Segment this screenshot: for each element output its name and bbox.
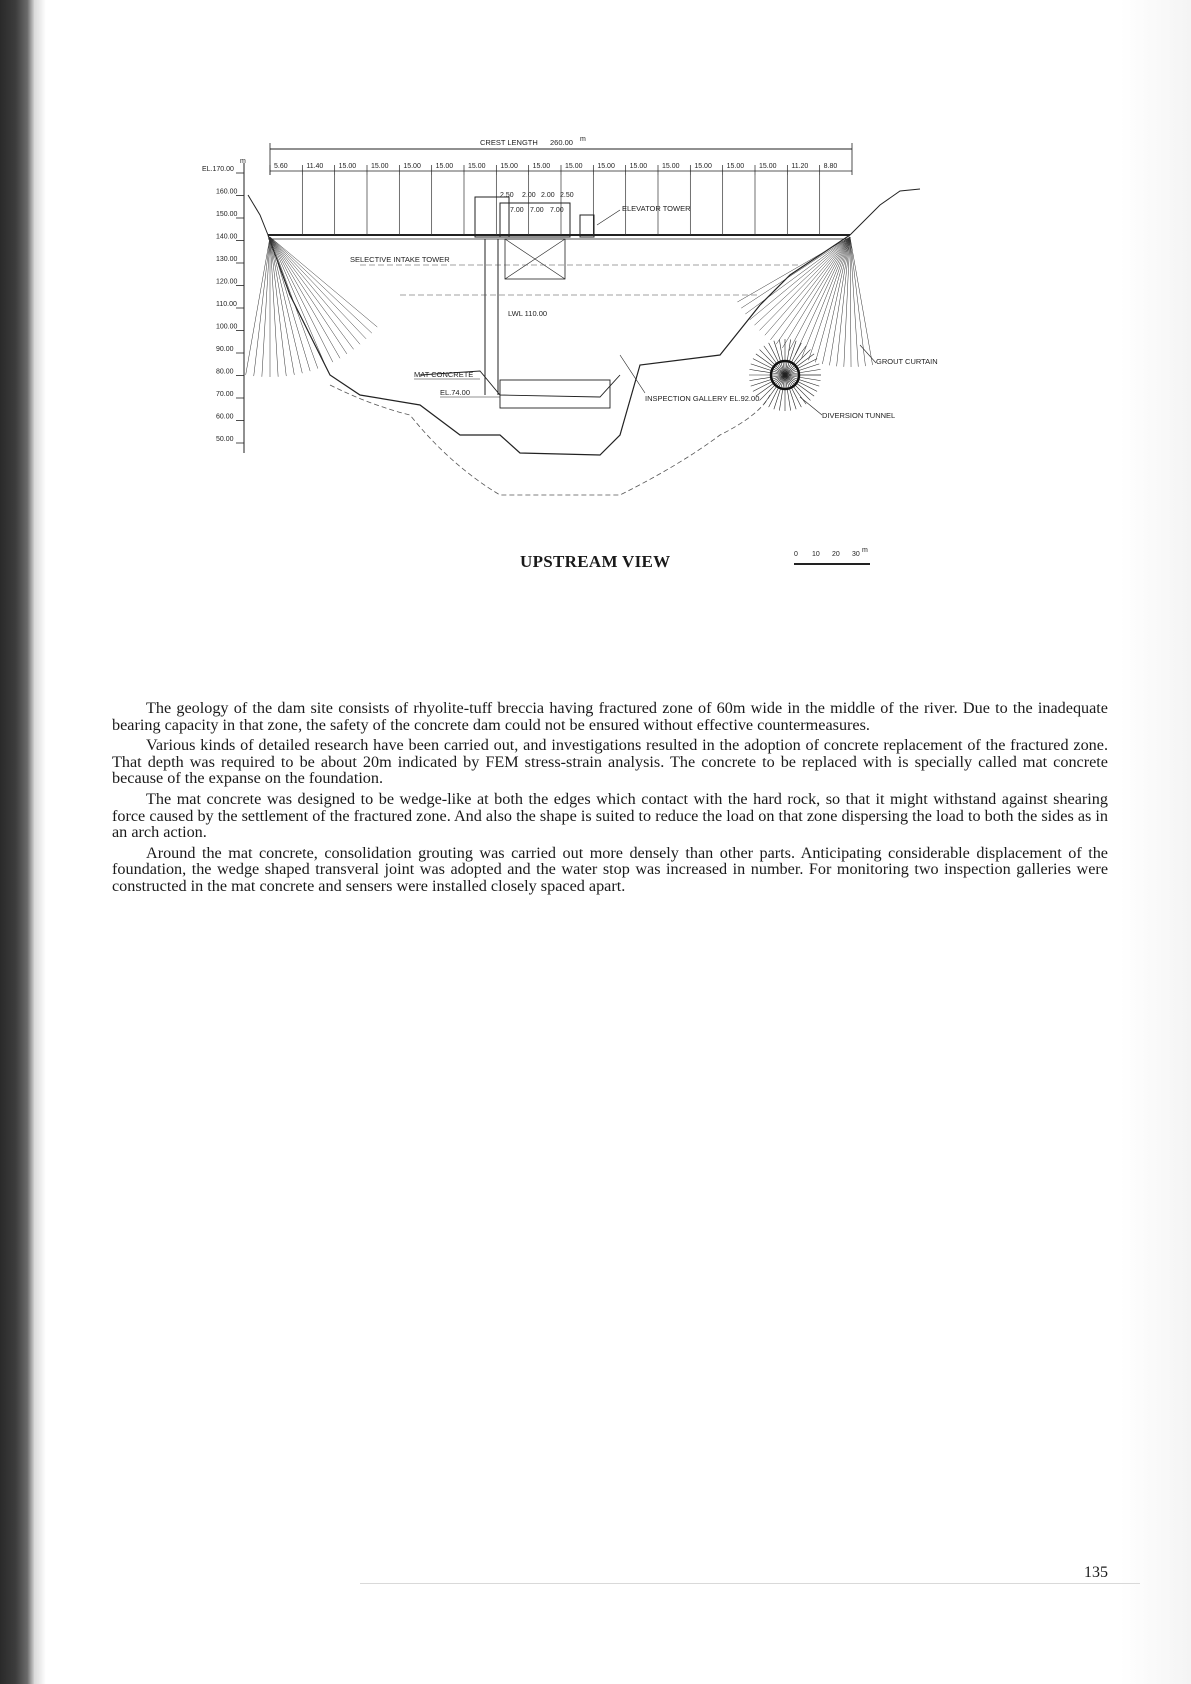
elevation-scale	[202, 166, 244, 443]
elevation-label: EL.170.00	[202, 166, 234, 173]
page-number: 135	[1084, 1564, 1108, 1581]
figure-caption: UPSTREAM VIEW	[520, 552, 671, 571]
span-dimension: 11.20	[791, 163, 809, 170]
crest-length-value: 260.00	[550, 138, 573, 147]
elevation-label: 90.00	[216, 346, 234, 353]
paragraph: The mat concrete was designed to be wedge-like at both the edges which contact with the hard rock, so that it might withstand against shearing force caused by the settlement of the fractured zone. And also the shape is suited to reduce the load on that zone dispersing the load to both the sides as in an arch action.	[112, 789, 1108, 842]
book-binding-shadow	[0, 0, 34, 1684]
scale-tick: 20	[832, 551, 840, 558]
span-dimension: 15.00	[726, 163, 745, 170]
tower-dim-top: 2.00	[522, 192, 536, 199]
bottom-rule	[360, 1583, 1140, 1584]
span-dimension: 15.00	[565, 163, 583, 170]
elevation-label: 80.00	[216, 368, 234, 376]
lwl-label: LWL 110.00	[508, 309, 548, 318]
elevation-label: 130.00	[216, 256, 238, 263]
binding-edge	[34, 0, 46, 1684]
elevation-label: 70.00	[216, 391, 234, 398]
dam-upstream-view-drawing	[200, 135, 1020, 595]
elevation-label: 50.00	[216, 436, 234, 443]
diversion-tunnel-label: DIVERSION TUNNEL	[822, 411, 896, 420]
span-dimension: 5.60	[274, 163, 288, 170]
span-dimension: 15.00	[759, 163, 777, 170]
elevation-label: 120.00	[216, 278, 238, 286]
scale-unit: m	[862, 547, 868, 554]
scale-tick: 30	[852, 551, 860, 558]
el-74-label: EL.74.00	[440, 388, 471, 397]
scale-tick: 0	[794, 551, 798, 558]
span-dimension: 15.00	[338, 163, 357, 170]
tower-dim-bottom: 7.00	[550, 207, 564, 214]
elevation-label: 100.00	[216, 323, 238, 331]
elevation-label: 150.00	[216, 211, 238, 218]
elevation-label: 110.00	[216, 301, 237, 308]
block-joints	[302, 175, 819, 235]
elevation-unit: m	[240, 158, 246, 165]
span-dimension: 15.00	[629, 163, 648, 170]
span-dimension: 11.40	[306, 163, 324, 170]
span-dimension: 15.00	[468, 163, 486, 170]
crest-length-unit: m	[580, 136, 586, 143]
tower-dim-top: 2.00	[541, 192, 555, 199]
span-dimension: 15.00	[371, 163, 389, 170]
elevation-label: 140.00	[216, 233, 238, 241]
elevation-label: 60.00	[216, 413, 234, 421]
inspection-gallery-label: INSPECTION GALLERY EL.92.00	[645, 394, 760, 403]
tower-dim-bottom: 7.00	[510, 207, 524, 214]
span-dimension: 15.00	[694, 163, 712, 170]
diversion-tunnel-grouting	[749, 339, 821, 411]
paragraph: Around the mat concrete, consolidation grouting was carried out more densely than other parts. Anticipating considerable displacement of the foundation, the wedge shaped transveral joint was adopted and the water stop was increased in number. For monitoring two inspection galleries were constructed in the mat concrete and sensers were installed closely spaced apart.	[112, 843, 1108, 895]
scale-tick: 10	[812, 551, 820, 558]
span-dimension: 15.00	[662, 163, 680, 170]
mat-concrete-label: MAT CONCRETE	[414, 370, 474, 379]
paragraph: The geology of the dam site consists of rhyolite-tuff breccia having fractured zone of 60m wide in the middle of the river. Due to the inadequate bearing capacity in that zone, the safety of the concrete dam could not be ensured without effective countermeasures.	[112, 699, 1108, 734]
selective-intake-label: SELECTIVE INTAKE TOWER	[350, 255, 450, 264]
paragraph: Various kinds of detailed research have been carried out, and investigations resulted in the adoption of concrete replacement of the fractured zone. That depth was required to be about 20m indicated by FEM stress-strain analysis. The concrete to be replaced with is specially called mat concrete because of the expanse on the foundation.	[112, 736, 1108, 788]
page-edge-shade	[1120, 0, 1191, 1684]
elevator-tower-label: ELEVATOR TOWER	[622, 204, 691, 213]
span-dimension: 15.00	[500, 163, 518, 170]
scale-bar	[790, 546, 870, 570]
span-dimension: 15.00	[435, 163, 454, 170]
span-dimensions	[270, 163, 837, 175]
grout-curtain-label: GROUT CURTAIN	[876, 357, 938, 366]
span-dimension: 15.00	[597, 163, 615, 170]
body-text	[112, 700, 1108, 899]
tower-dim-top: 2.50	[500, 192, 514, 199]
drawing-svg	[200, 135, 1020, 595]
span-dimension: 15.00	[403, 163, 421, 170]
tower-dim-top: 2.50	[560, 192, 574, 199]
span-dimension: 8.80	[823, 163, 838, 170]
crest-length-label: CREST LENGTH	[480, 138, 538, 147]
span-dimension: 15.00	[532, 163, 551, 170]
tower-dim-bottom: 7.00	[530, 207, 544, 214]
elevation-label: 160.00	[216, 188, 238, 196]
